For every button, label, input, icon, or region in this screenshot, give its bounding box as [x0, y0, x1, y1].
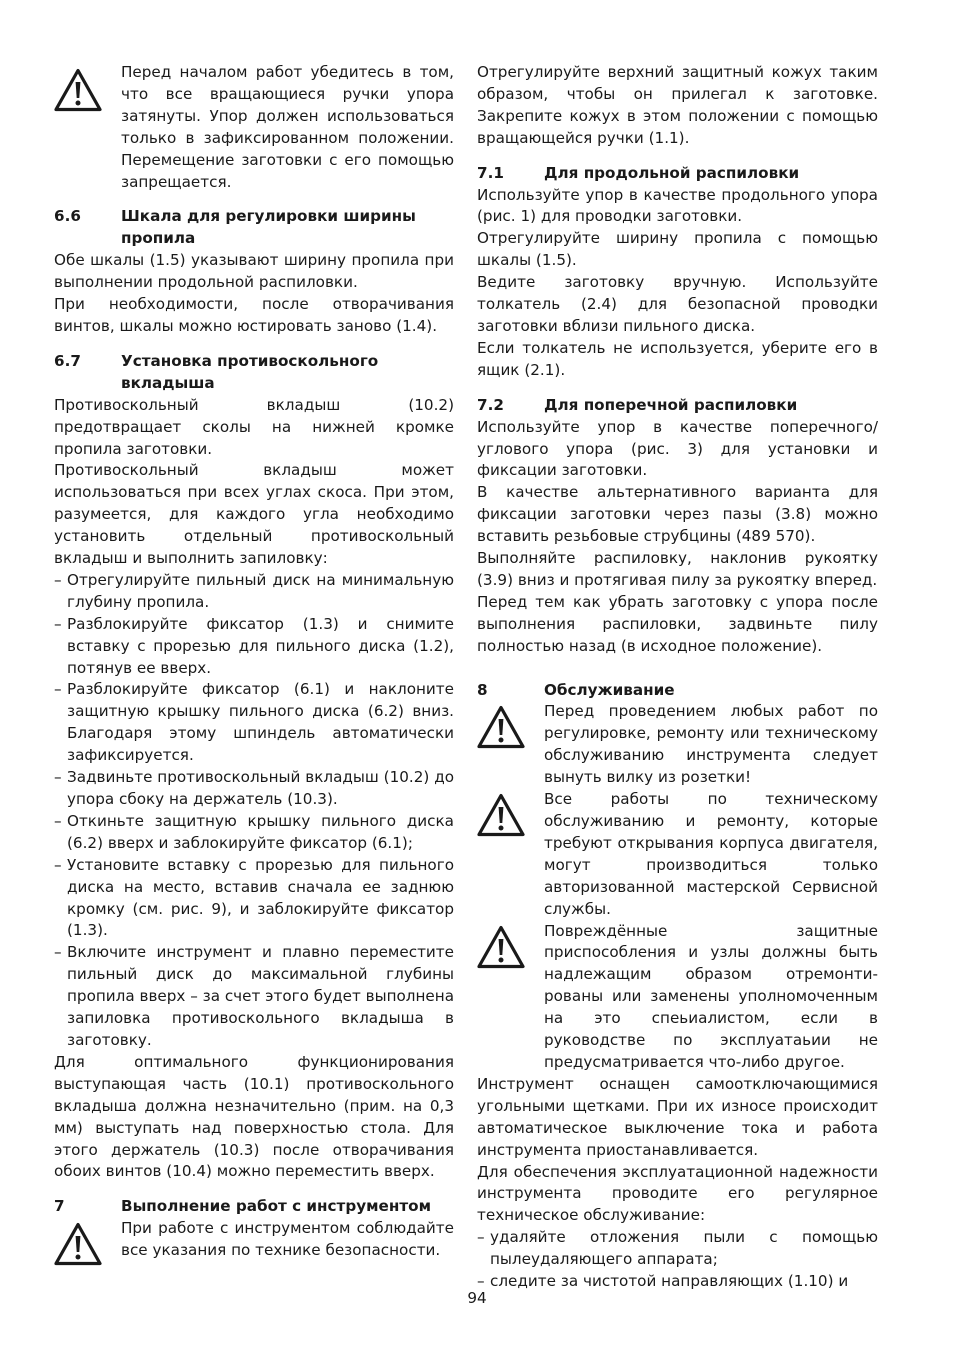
warning-triangle-icon — [54, 1222, 102, 1266]
list-item: – Установите вставку с прорезью для пильного диска на место, вставив сначала ее заднюю кромку (см. рис. 9), и заблокируйте фиксатор (1.3). — [54, 855, 454, 943]
warning-triangle-icon — [477, 705, 525, 749]
paragraph: Ведите заготовку вручную. Используйте толкатель (2.4) для безопасной проводки заготовки вблизи пильного диска. — [477, 273, 878, 335]
list-item: – Включите инструмент и плавно переместите пильный диск до максимальной глубины пропила вверх – за счет этого будет выполнена запиловка противоскольного вкладыша в заготовку. — [54, 942, 454, 1052]
section-heading-7-2 — [477, 395, 878, 417]
page-number: 94 — [467, 1289, 487, 1307]
paragraph: При необходимости, после отворачивания винтов, шкалы можно юстировать заново (1.4). — [54, 295, 454, 335]
section-title: Выполнение работ с инструментом — [121, 1197, 431, 1216]
list-item: – Разблокируйте фиксатор (6.1) и наклоните защитную крышку пильного диска (6.2) вниз. Благодаря этому шпиндель автоматически зафиксируется. — [54, 679, 454, 767]
section-heading-8 — [477, 680, 878, 702]
section-title: Для продольной распиловки — [544, 163, 800, 182]
section-number: 7.2 — [477, 395, 504, 414]
paragraph: Если толкатель не используется, уберите его в ящик (2.1). — [477, 338, 878, 379]
paragraph: Для обеспечения эксплуатационной надежности инструмента проводите его регулярное техническое обслуживание: — [477, 1162, 878, 1225]
list-item: – удаляйте отложения пыли с помощью пылеудаляющего аппарата; — [477, 1227, 878, 1271]
warning-block — [477, 921, 878, 1074]
paragraph: Отрегулируйте ширину пропила с помощью шкалы (1.5). — [477, 229, 878, 270]
section-number: 6.7 — [54, 351, 81, 370]
paragraph: В качестве альтернативного варианта для фиксации заготовки через пазы (3.8) можно вставить резьбовые струбцины (489 570). — [477, 483, 878, 546]
list-item: – Откиньте защитную крышку пильного диска (6.2) вверх и заблокируйте фиксатор (6.1); — [54, 811, 454, 855]
warning-text: Повреждённые защитные приспособления и узлы должны быть надлежащим образом отремонти-рованы или заменены уполномоченным на это спеьиалистом, если в руководстве по эксплуатаьии не предусматривается что-либо другое. — [544, 921, 878, 1071]
list-item: – следите за чистотой направляющих (1.10) и — [477, 1271, 878, 1293]
warning-block — [54, 62, 454, 193]
step-list — [54, 570, 454, 1052]
warning-text: Все работы по техническому обслуживанию и ремонту, которые требуют открывания корпуса двигателя, могут производиться только авторизованной мастерской Сервисной службы. — [544, 790, 878, 918]
warning-triangle-icon — [477, 925, 525, 969]
section-number: 8 — [477, 680, 488, 699]
paragraph: Противоскольный вкладыш может использоваться при всех углах скоса. При этом, разумеется, для каждого угла необходимо установить отдельный противоскольный вкладыш и выполнить запиловку: — [54, 461, 454, 568]
paragraph: Обе шкалы (1.5) указывают ширину пропила при выполнении продольной распиловки. — [54, 251, 454, 292]
warning-triangle-icon — [477, 793, 525, 837]
right-column — [477, 62, 878, 1293]
section-title: Шкала для регулировки ширины пропила — [121, 207, 416, 248]
warning-block — [54, 1218, 454, 1266]
section-title: Обслуживание — [544, 680, 675, 699]
warning-block — [477, 789, 878, 920]
section-title: Установка противоскольного вкладыша — [121, 351, 379, 392]
list-item: – Разблокируйте фиксатор (1.3) и снимите вставку с прорезью для пильного диска (1.2), потянув ее вверх. — [54, 614, 454, 680]
paragraph: Выполняйте распиловку, наклонив рукоятку (3.9) вниз и протягивая пилу за рукоятку вперед. — [477, 549, 878, 589]
paragraph: Отрегулируйте верхний защитный кожух таким образом, чтобы он прилегал к заготовке. Закрепите кожух в этом положении с помощью вращающейся ручки (1.1). — [477, 63, 878, 147]
section-number: 7.1 — [477, 163, 504, 182]
section-title: Для поперечной распиловки — [544, 395, 798, 414]
list-item: – Отрегулируйте пильный диск на минимальную глубину пропила. — [54, 570, 454, 614]
paragraph: Используйте упор в качестве продольного упора (рис. 1) для проводки заготовки. — [477, 185, 878, 226]
list-item: – Задвиньте противоскольный вкладыш (10.2) до упора сбоку на держатель (10.3). — [54, 767, 454, 811]
warning-triangle-icon — [54, 68, 102, 112]
section-number: 6.6 — [54, 207, 81, 226]
left-column — [54, 62, 454, 1266]
warning-text: При работе с инструментом соблюдайте все указания по технике безопасности. — [121, 1219, 454, 1260]
section-heading-7-1 — [477, 163, 878, 185]
section-heading-6-7 — [54, 351, 454, 395]
warning-text: Перед началом работ убедитесь в том, что все вращающиеся ручки упора затянуты. Упор должен использоваться только в зафиксированном положении. Перемещение заготовки с его помощью запрещается. — [121, 63, 454, 191]
paragraph: Для оптимального функционирования выступающая часть (10.1) противоскольного вкладыша должна незначительно (прим. на 0,3 мм) выступать над поверхностью стола. Для этого держатель (10.3) после отворачивания обоих винтов (10.4) можно переместить вверх. — [54, 1052, 454, 1181]
warning-text: Перед проведением любых работ по регулировке, ремонту или техническому обслуживанию инструмента следует вынуть вилку из розетки! — [544, 702, 878, 787]
paragraph: Инструмент оснащен самоотключающимися угольными щетками. При их износе происходит автоматическое выключение тока и работа инструмента приостанавливается. — [477, 1074, 878, 1159]
warning-block — [477, 701, 878, 789]
section-number: 7 — [54, 1197, 65, 1216]
paragraph: Перед тем как убрать заготовку с упора после выполнения распиловки, задвиньте пилу полностью назад (в исходное положение). — [477, 592, 878, 655]
paragraph: Используйте упор в качестве поперечного/углового упора (рис. 3) для установки и фиксации заготовки. — [477, 417, 878, 480]
maintenance-list — [477, 1227, 878, 1293]
paragraph: Противоскольный вкладыш (10.2) предотвращает сколы на нижней кромке пропила заготовки. — [54, 395, 454, 458]
section-heading-6-6 — [54, 206, 454, 250]
section-heading-7 — [54, 1196, 454, 1218]
